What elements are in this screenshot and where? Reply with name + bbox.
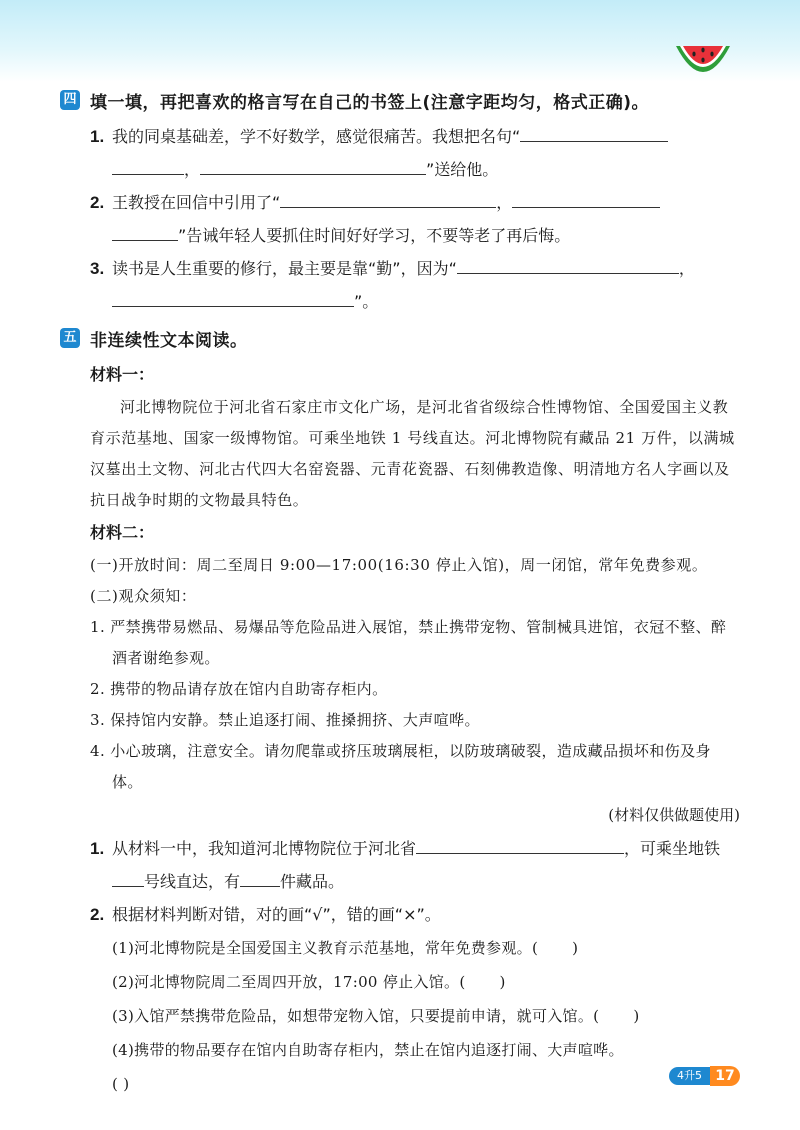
- question-text: ”送给他。: [426, 160, 499, 179]
- s4-question-1: [60, 120, 740, 186]
- question-text: 根据材料判断对错，对的画“√”，错的画“×”。: [112, 905, 441, 924]
- answer-blank[interactable]: [112, 222, 178, 241]
- opening-hours: (一)开放时间：周二至周日 9:00—17:00(16:30 停止入馆)，周一闭馆，常年免费参观。: [90, 556, 708, 574]
- answer-blank[interactable]: [112, 156, 184, 175]
- question-text: 王教授在回信中引用了“: [112, 193, 281, 212]
- question-number: 1.: [90, 127, 105, 146]
- watermelon-icon: [672, 38, 734, 86]
- question-text: ，: [496, 193, 513, 212]
- question-text: ，可乘坐地铁: [624, 839, 721, 858]
- s5-question-2: [60, 898, 740, 931]
- rule-item: 1. 严禁携带易燃品、易爆品等危险品进入展馆，禁止携带宠物、管制械具进馆，衣冠不整、醉酒者谢绝参观。: [90, 618, 727, 667]
- grade-code: 4升5: [669, 1067, 710, 1085]
- answer-blank[interactable]: [240, 868, 280, 887]
- material-2-title: 材料二：: [90, 523, 155, 542]
- rule-item: 4. 小心玻璃，注意安全。请勿爬靠或挤压玻璃展柜，以防玻璃破裂，造成藏品损坏和伤及身体。: [90, 742, 711, 791]
- section-5-title: 非连续性文本阅读。: [90, 331, 248, 351]
- notice-title: (二)观众须知：: [90, 587, 197, 605]
- material-1-paragraph: 河北博物院位于河北省石家庄市文化广场，是河北省省级综合性博物馆、全国爱国主义教育示范基地、国家一级博物馆。可乘坐地铁 1 号线直达。河北博物院有藏品 21 万件，以满城汉墓出土文物、河北古代四大名窑瓷器、元青花瓷器、石刻佛教造像、明清地方名人字画以及抗日战争时期的文物最具特色。: [90, 398, 735, 509]
- question-text: 号线直达，有: [144, 872, 241, 891]
- judge-answer-paren[interactable]: ( ): [112, 1075, 130, 1093]
- section-4-badge: 四: [60, 90, 80, 110]
- section-5-header: [60, 324, 740, 352]
- material-1-title: 材料一：: [90, 365, 155, 384]
- question-text: 读书是人生重要的修行，最主要是靠“勤”，因为“: [112, 259, 457, 278]
- rule-item: 2. 携带的物品请存放在馆内自助寄存柜内。: [90, 680, 388, 698]
- question-text: ”告诫年轻人要抓住时间好好学习，不要等老了再后悔。: [178, 226, 571, 245]
- worksheet-content: [60, 86, 740, 1101]
- judge-item: (4)携带的物品要存在馆内自助寄存柜内，禁止在馆内追逐打闹、大声喧哗。: [112, 1041, 624, 1059]
- answer-blank[interactable]: [416, 835, 624, 854]
- question-text: 件藏品。: [280, 872, 345, 891]
- question-text: ，: [678, 259, 695, 278]
- question-number: 2.: [90, 193, 105, 212]
- question-text: 从材料一中，我知道河北博物院位于河北省: [112, 839, 417, 858]
- answer-blank[interactable]: [520, 123, 668, 142]
- question-number: 2.: [90, 905, 105, 924]
- material-note: (材料仅供做题使用): [608, 806, 740, 824]
- s4-question-3: [60, 252, 740, 318]
- question-number: 3.: [90, 259, 105, 278]
- question-text: ”。: [354, 292, 379, 311]
- answer-blank[interactable]: [280, 189, 496, 208]
- judge-item: (1)河北博物院是全国爱国主义教育示范基地，常年免费参观。( ): [112, 939, 579, 957]
- judge-item: (2)河北博物院周二至周四开放，17:00 停止入馆。( ): [112, 973, 506, 991]
- section-5-badge: 五: [60, 328, 80, 348]
- page-number-tab: [640, 1066, 740, 1086]
- answer-blank[interactable]: [112, 868, 144, 887]
- answer-blank[interactable]: [457, 255, 679, 274]
- answer-blank[interactable]: [512, 189, 660, 208]
- section-4-title: 填一填，再把喜欢的格言写在自己的书签上(注意字距均匀，格式正确)。: [90, 93, 650, 113]
- question-text: ，: [184, 160, 201, 179]
- answer-blank[interactable]: [200, 156, 426, 175]
- rule-item: 3. 保持馆内安静。禁止追逐打闹、推搡拥挤、大声喧哗。: [90, 711, 480, 729]
- section-4-header: [60, 86, 740, 114]
- s5-question-1: [60, 832, 740, 898]
- answer-blank[interactable]: [112, 288, 354, 307]
- question-number: 1.: [90, 839, 105, 858]
- s4-question-2: [60, 186, 740, 252]
- judge-item: (3)入馆严禁携带危险品，如想带宠物入馆，只要提前申请，就可入馆。( ): [112, 1007, 640, 1025]
- question-text: 我的同桌基础差，学不好数学，感觉很痛苦。我想把名句“: [112, 127, 521, 146]
- page-number: 17: [710, 1066, 740, 1086]
